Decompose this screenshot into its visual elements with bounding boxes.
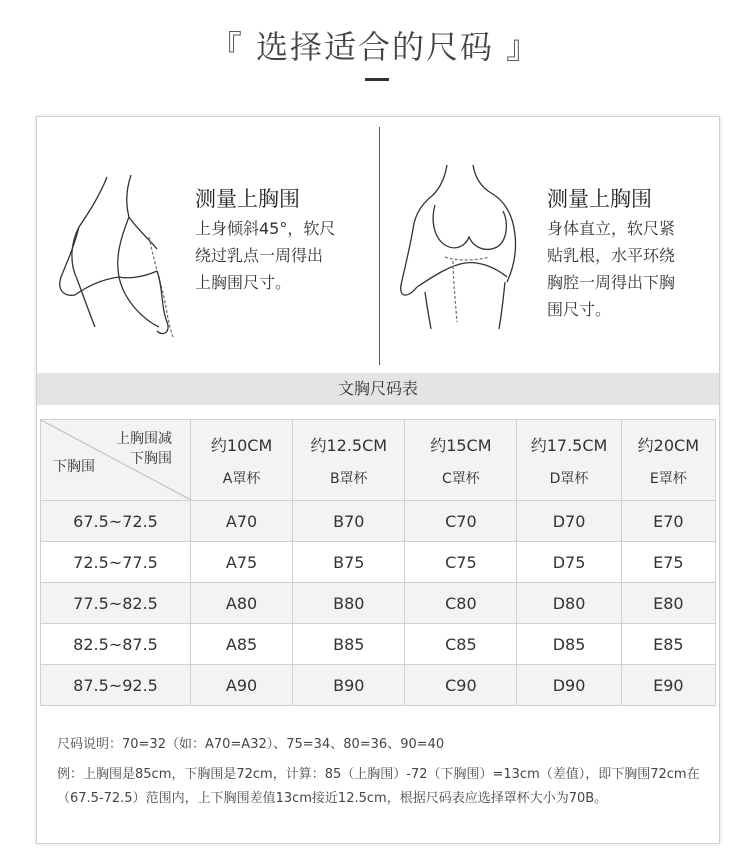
column-header-d: 约17.5CM D罩杯 [517,420,621,501]
size-cell: B90 [293,665,405,706]
corner-label-underbust: 下胸围 [53,459,95,475]
size-cell: B85 [293,624,405,665]
size-cell: B75 [293,542,405,583]
size-cell: E90 [621,665,715,706]
size-cell: C70 [405,501,517,542]
corner-label-bust-diff-1: 上胸围减 [116,431,173,447]
size-cell: D90 [517,665,621,706]
size-cell: E80 [621,583,715,624]
size-cell: A90 [191,665,293,706]
size-cell: E85 [621,624,715,665]
title-underline [365,78,389,81]
corner-label-bust-diff-2: 下胸围 [130,451,173,467]
size-cell: E70 [621,501,715,542]
upper-bust-title: 测量上胸围 [195,187,300,211]
page-title: 『 选择适合的尺码 』 [209,28,541,66]
section-divider [379,127,380,365]
size-chart-table [40,419,716,706]
size-chart-title: 文胸尺码表 [37,373,719,405]
row-range: 77.5~82.5 [41,583,191,624]
size-cell: D70 [517,501,621,542]
row-range: 67.5~72.5 [41,501,191,542]
under-bust-measure-illustration [395,157,525,332]
size-cell: C90 [405,665,517,706]
row-range: 72.5~77.5 [41,542,191,583]
under-bust-instructions: 身体直立，软尺紧 贴乳根，水平环绕 胸腔一周得出下胸 围尺寸。 [547,219,676,319]
example-calculation-note: 例：上胸围是85cm，下胸围是72cm，计算：85（上胸围）-72（下胸围）=13cm（差值），即下胸围72cm在（67.5-72.5）范围内，上下胸围差值13cm接近12.5cm，根据尺码表应选择罩杯大小为70B。 [57,767,700,806]
column-header-a: 约10CM A罩杯 [191,420,293,501]
size-cell: B70 [293,501,405,542]
table-corner-cell [41,420,191,501]
size-guide-card [36,116,720,844]
upper-bust-measure-illustration [49,167,179,342]
row-range: 82.5~87.5 [41,624,191,665]
size-cell: A70 [191,501,293,542]
size-cell: C85 [405,624,517,665]
table-header-row [41,420,716,501]
table-row [41,501,716,542]
size-cell: A80 [191,583,293,624]
table-row [41,624,716,665]
row-range: 87.5~92.5 [41,665,191,706]
table-row [41,665,716,706]
size-cell: D85 [517,624,621,665]
size-cell: A75 [191,542,293,583]
size-cell: C80 [405,583,517,624]
table-row [41,583,716,624]
column-header-c: 约15CM C罩杯 [405,420,517,501]
size-explanation-note: 尺码说明：70=32（如：A70=A32）、75=34、80=36、90=40 [57,737,445,752]
size-cell: E75 [621,542,715,583]
size-cell: C75 [405,542,517,583]
table-row [41,542,716,583]
size-cell: B80 [293,583,405,624]
upper-bust-instructions: 上身倾斜45°，软尺 绕过乳点一周得出 上胸围尺寸。 [195,219,336,292]
column-header-e: 约20CM E罩杯 [621,420,715,501]
size-cell: D80 [517,583,621,624]
size-cell: A85 [191,624,293,665]
under-bust-title: 测量上胸围 [547,187,652,211]
column-header-b: 约12.5CM B罩杯 [293,420,405,501]
size-cell: D75 [517,542,621,583]
